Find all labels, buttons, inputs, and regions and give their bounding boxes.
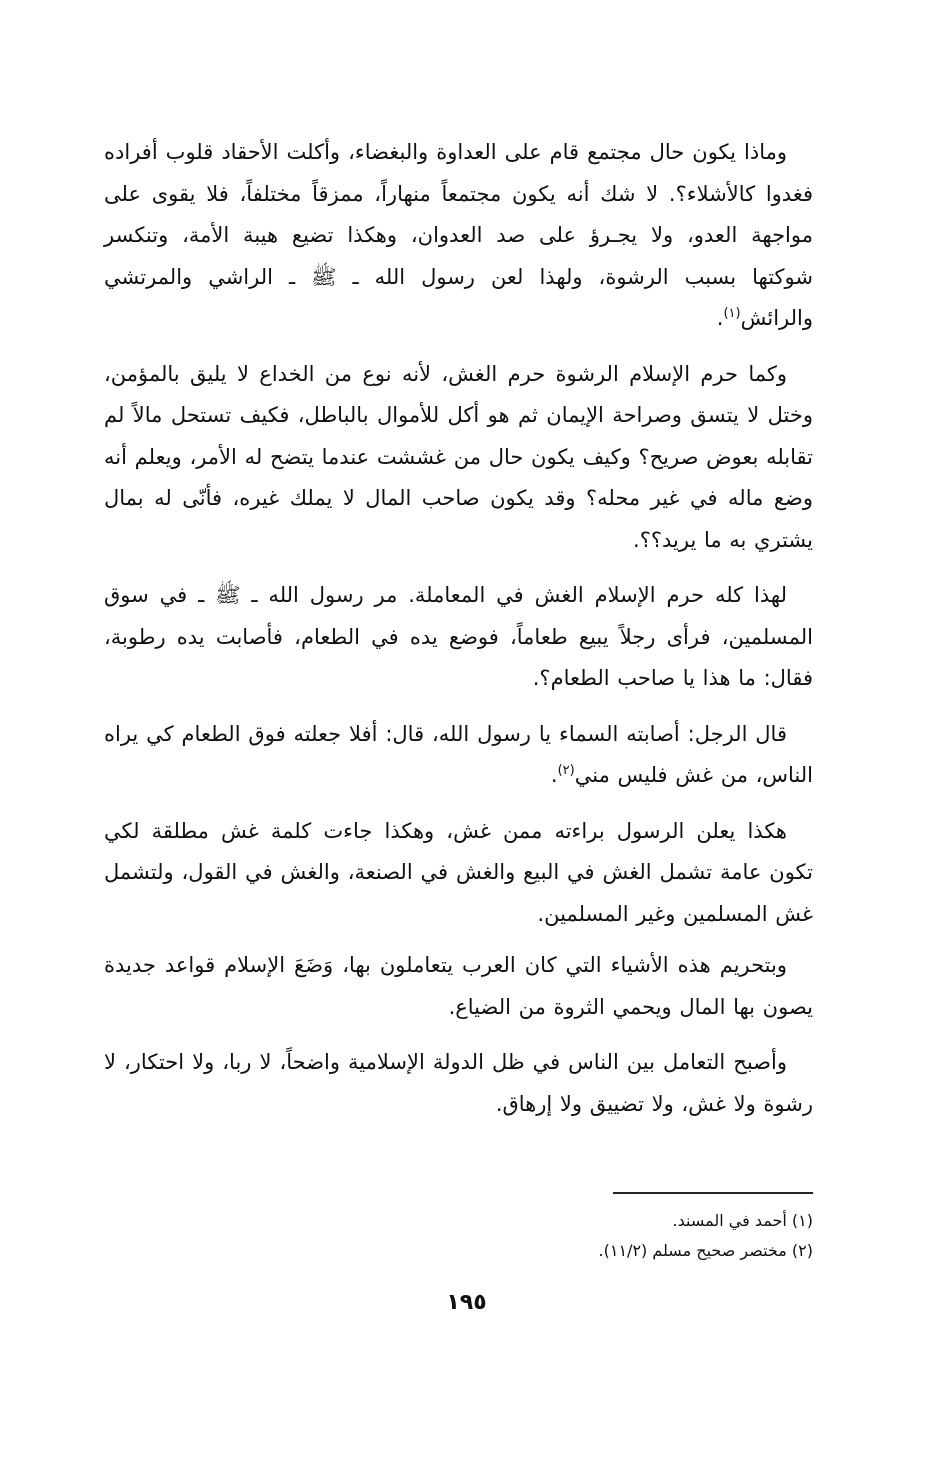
paragraph-5-text: هكذا يعلن الرسول براءته ممن غش، وهكذا جاءت كلمة غش مطلقة لكي تكون عامة تشمل الغش في البيع والغش في الصنعة، والغش في القول، ولتشمل غش المسلمين وغير المسلمين.	[104, 818, 813, 926]
body-text	[104, 132, 813, 1139]
page-number: ١٩٥	[446, 1290, 487, 1315]
paragraph-1-text: وماذا يكون حال مجتمع قام على العداوة والبغضاء، وأكلت الأحقاد قلوب أفراده فغدوا كالأشلاء؟. لا شك أنه يكون مجتمعاً منهاراً، ممزقاً مختلفاً، فلا يقوى على مواجهة العدو، ولا يجـرؤ على صد العدوان، وهكذا تضيع هيبة الأمة، وتنكسر شوكتها بسبب الرشوة، ولهذا لعن رسول الله ـ ﷺ ـ الراشي والمرتشي والرائش	[104, 140, 813, 330]
paragraph-2	[104, 354, 813, 562]
paragraph-7	[104, 1042, 813, 1125]
paragraph-1-end: .	[716, 306, 724, 330]
paragraph-3-text: لهذا كله حرم الإسلام الغش في المعاملة. مر رسول الله ـ ﷺ ـ في سوق المسلمين، فرأى رجلاً يبيع طعاماً، فوضع يده في الطعام، فأصابت يده رطوبة، فقال: ما هذا يا صاحب الطعام؟.	[104, 583, 813, 690]
footnote-1: (١) أحمد في المسند.	[672, 1211, 813, 1230]
paragraph-4-end: .	[550, 763, 558, 787]
paragraph-2-text: وكما حرم الإسلام الرشوة حرم الغش، لأنه نوع من الخداع لا يليق بالمؤمن، وختل لا يتسق وصراحة الإيمان ثم هو أكل للأموال بالباطل، فكيف تستحل مالاً لم تقابله بعوض صريح؟ وكيف يكون حال من غششت عندما يتضح له الأمر، ويعلم أنه وضع ماله في غير محله؟ وقد يكون صاحب المال لا يملك غيره، فأنّى له بمال يشتري به ما يريد؟؟.	[104, 361, 813, 552]
paragraph-7-text: وأصبح التعامل بين الناس في ظل الدولة الإسلامية واضحاً، لا ربا، ولا احتكار، لا رشوة ولا غش، ولا تضييق ولا إرهاق.	[104, 1050, 813, 1116]
paragraph-4-text: قال الرجل: أصابته السماء يا رسول الله، قال: أفلا جعلته فوق الطعام كي يراه الناس، من غش فليس مني	[104, 721, 813, 787]
paragraph-6	[104, 945, 813, 1028]
footnote-ref-1: (١)	[723, 306, 741, 321]
paragraph-1	[104, 132, 813, 340]
paragraph-4	[104, 714, 813, 797]
footnote-divider	[613, 1192, 813, 1194]
paragraph-5	[104, 811, 813, 936]
paragraph-3	[104, 575, 813, 700]
footnotes	[313, 1206, 813, 1266]
footnote-ref-2: (٢)	[557, 763, 575, 778]
paragraph-6-text: وبتحريم هذه الأشياء التي كان العرب يتعاملون بها، وَضَعَ الإسلام قواعد جديدة يصون بها المال ويحمي الثروة من الضياع.	[104, 953, 813, 1019]
footnote-2: (٢) مختصر صحيح مسلم (١١/٢).	[598, 1241, 813, 1260]
